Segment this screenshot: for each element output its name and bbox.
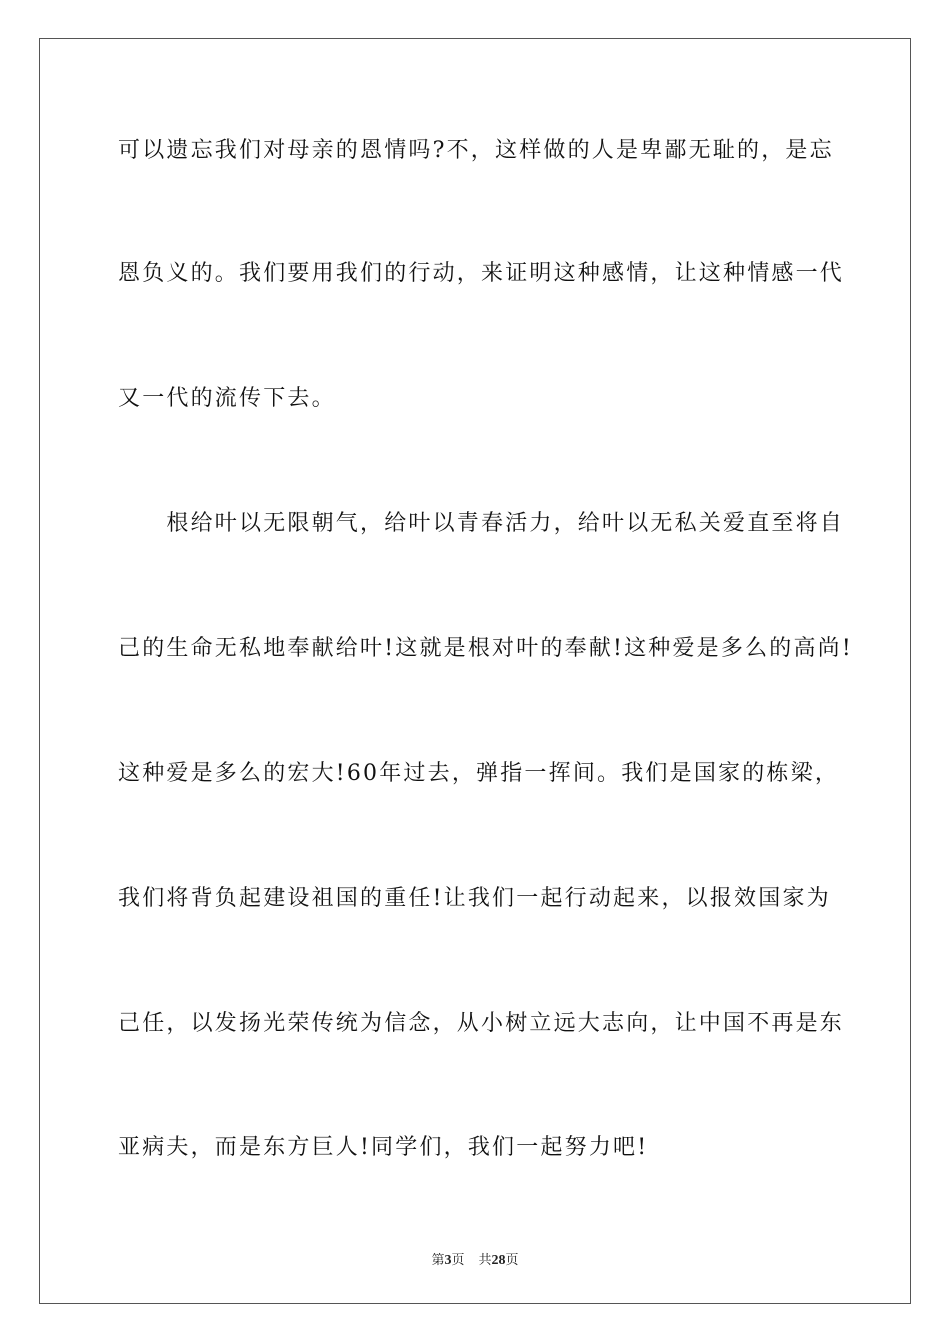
body-line-3: 又一代的流传下去。 [118, 386, 336, 411]
page-suffix: 页 [451, 1253, 465, 1268]
body-line-5: 己的生命无私地奉献给叶!这就是根对叶的奉献!这种爱是多么的高尚! [118, 636, 853, 661]
body-line-2: 恩负义的。我们要用我们的行动，来证明这种感情，让这种情感一代 [118, 261, 845, 286]
page-number: 3 [444, 1253, 452, 1268]
body-line-8: 己任，以发扬光荣传统为信念，从小树立远大志向，让中国不再是东 [118, 1011, 845, 1036]
page-footer [0, 1249, 950, 1269]
total-prefix: 共 [478, 1253, 492, 1268]
total-suffix: 页 [505, 1253, 519, 1268]
body-line-1: 可以遗忘我们对母亲的恩情吗?不，这样做的人是卑鄙无耻的，是忘 [118, 138, 834, 163]
body-line-4: 根给叶以无限朝气，给叶以青春活力，给叶以无私关爱直至将自 [118, 511, 845, 536]
page-border [39, 38, 911, 1304]
total-pages: 28 [491, 1253, 506, 1268]
body-line-6: 这种爱是多么的宏大!60年过去，弹指一挥间。我们是国家的栋梁， [118, 761, 840, 786]
page-prefix: 第 [431, 1253, 445, 1268]
body-line-9: 亚病夫，而是东方巨人!同学们，我们一起努力吧! [118, 1135, 649, 1160]
body-line-7: 我们将背负起建设祖国的重任!让我们一起行动起来，以报效国家为 [118, 886, 831, 911]
